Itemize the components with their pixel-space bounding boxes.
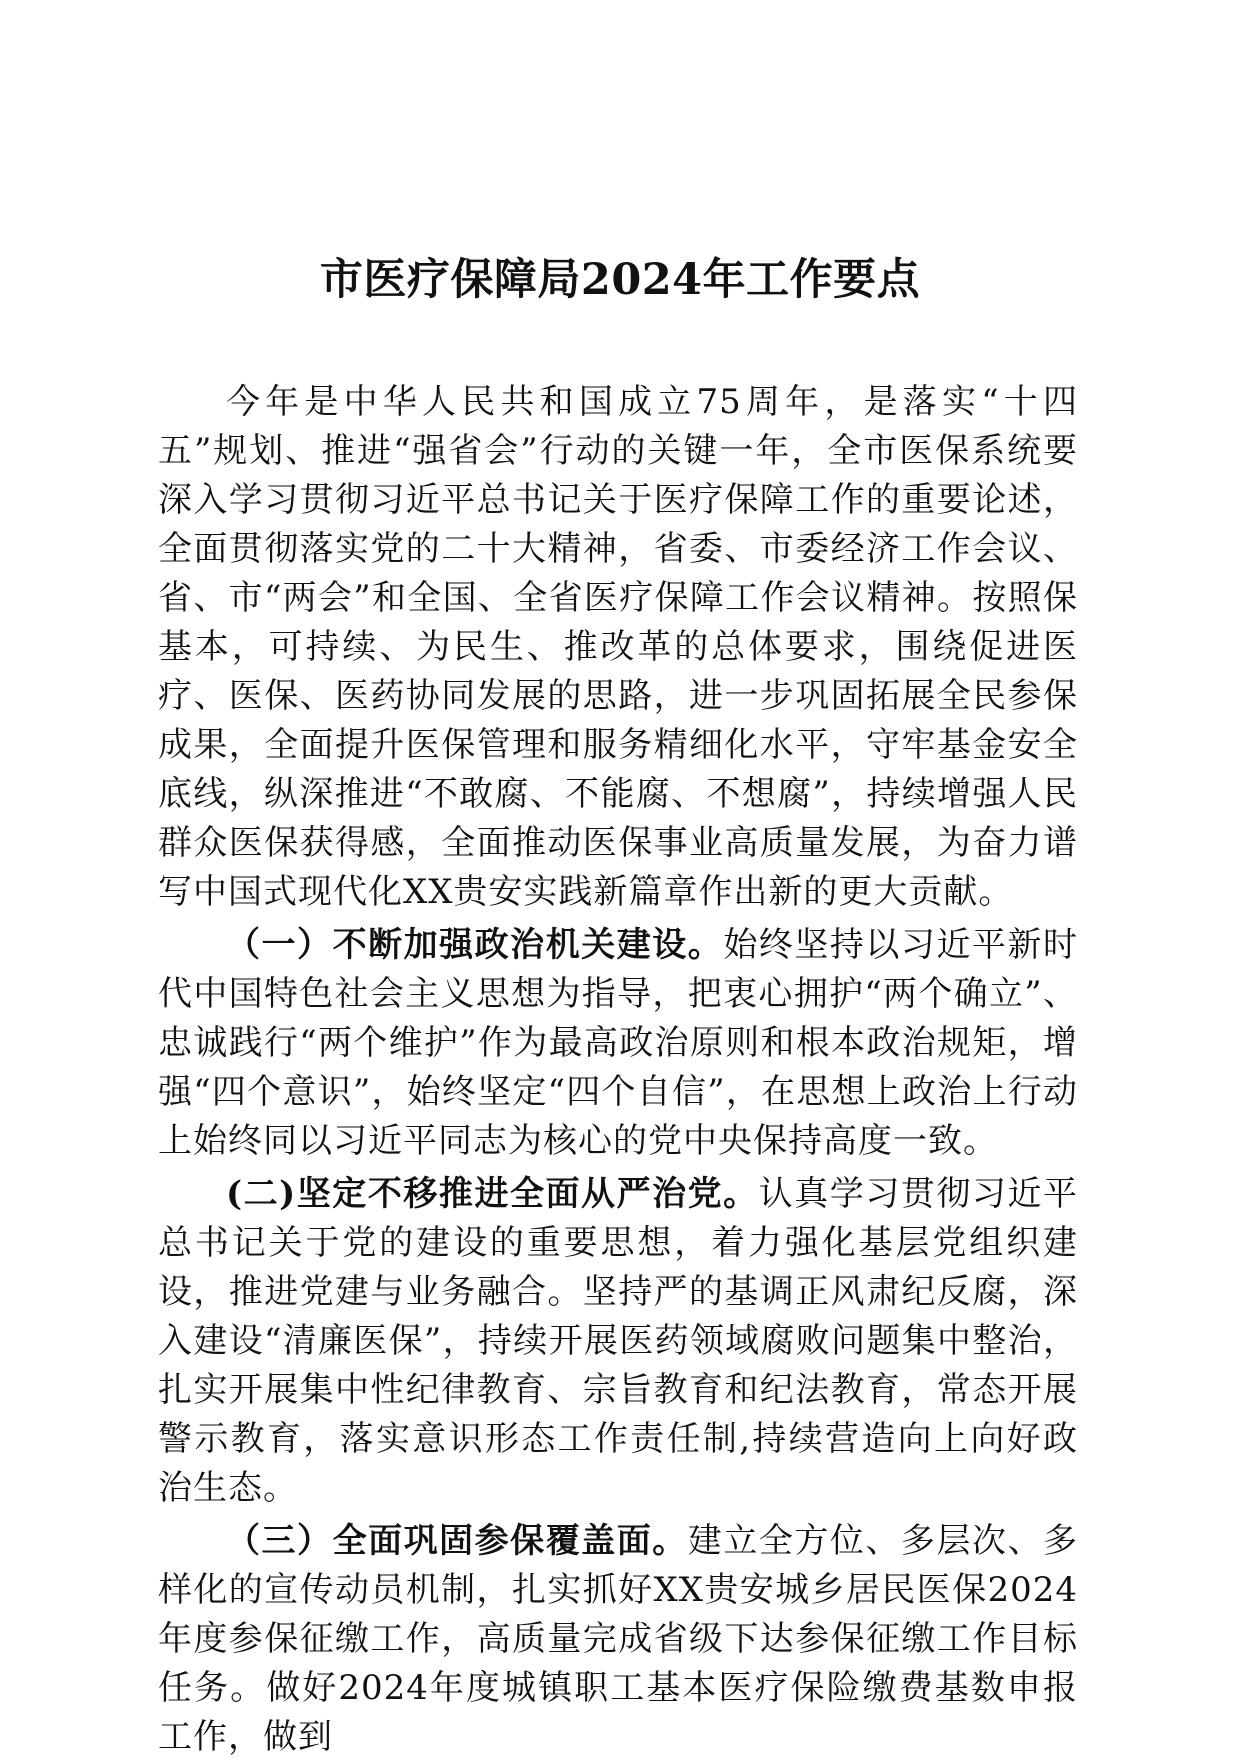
paragraph-text: 今年是中华人民共和国成立75周年，是落实“十四五”规划、推进“强省会”行动的关键一年，全市医保系统要深入学习贯彻习近平总书记关于医疗保障工作的重要论述，全面贯彻落实党的二十大精神，省委、市委经济工作会议、省、市“两会”和全国、全省医疗保障工作会议精神。按照保基本，可持续、为民生、推改革的总体要求，围绕促进医疗、医保、医药协同发展的思路，进一步巩固拓展全民参保成果，全面提升医保管理和服务精细化水平，守牢基金安全底线，纵深推进“不敢腐、不能腐、不想腐”，持续增强人民群众医保获得感，全面推动医保事业高质量发展，为奋力谱写中国式现代化XX贵安实践新篇章作出新的更大贡献。	[158, 382, 1078, 912]
document-title: 市医疗保障局2024年工作要点	[319, 255, 921, 305]
paragraph-heading: （三）全面巩固参保覆盖面。	[226, 1521, 688, 1561]
paragraph-text: 认真学习贯彻习近平总书记关于党的建设的重要思想，着力强化基层党组织建设，推进党建与业务融合。坚持严的基调正风肃纪反腐，深入建设“清廉医保”，持续开展医药领域腐败问题集中整治，扎实开展集中性纪律教育、宗旨教育和纪法教育，常态开展警示教育，落实意识形态工作责任制,持续营造向上向好政治生态。	[158, 1174, 1078, 1508]
paragraph-intro	[158, 378, 1078, 917]
paragraph-text: 建立全方位、多层次、多样化的宣传动员机制，扎实抓好XX贵安城乡居民医保2024年度参保征缴工作，高质量完成省级下达参保征缴工作目标任务。做好2024年度城镇职工基本医疗保险缴费基数申报工作，做到	[158, 1521, 1079, 1757]
paragraph-section-3	[158, 1517, 1078, 1762]
paragraph-text: 始终坚持以习近平新时代中国特色社会主义思想为指导，把衷心拥护“两个确立”、忠诚践行“两个维护”作为最高政治原则和根本政治规矩，增强“四个意识”，始终坚定“四个自信”，在思想上政治上行动上始终同以习近平同志为核心的党中央保持高度一致。	[158, 925, 1079, 1161]
paragraph-section-2	[158, 1170, 1078, 1513]
paragraph-heading: (二)坚定不移推进全面从严治党。	[226, 1174, 759, 1214]
paragraph-heading: （一）不断加强政治机关建设。	[226, 925, 724, 965]
paragraph-section-1	[158, 921, 1078, 1166]
document-body	[158, 378, 1078, 1762]
